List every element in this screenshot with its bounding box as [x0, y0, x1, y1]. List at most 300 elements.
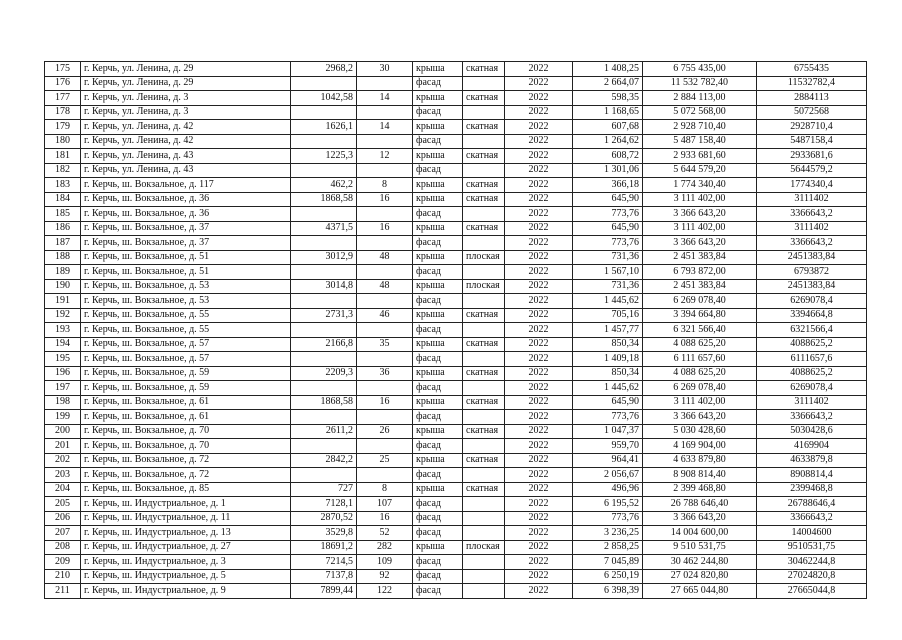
cell-unit-cost: 731,36 — [573, 250, 643, 265]
cell-year: 2022 — [505, 105, 573, 120]
cell-roof-type: скатная — [463, 337, 505, 352]
cell-year: 2022 — [505, 337, 573, 352]
cell-total-cost: 5 487 158,40 — [643, 134, 757, 149]
cell-element: фасад — [413, 163, 463, 178]
cell-address: г. Керчь, ул. Ленина, д. 29 — [81, 76, 291, 91]
table-row — [45, 555, 867, 570]
cell-apartments: 14 — [357, 91, 413, 106]
cell-address: г. Керчь, ш. Вокзальное, д. 57 — [81, 352, 291, 367]
table-row — [45, 149, 867, 164]
cell-year: 2022 — [505, 381, 573, 396]
cell-total-cost-raw: 2933681,6 — [757, 149, 867, 164]
cell-area: 2870,52 — [291, 511, 357, 526]
cell-area: 1868,58 — [291, 395, 357, 410]
cell-area — [291, 294, 357, 309]
cell-apartments: 46 — [357, 308, 413, 323]
cell-address: г. Керчь, ш. Индустриальное, д. 13 — [81, 526, 291, 541]
cell-unit-cost: 1 445,62 — [573, 381, 643, 396]
cell-year: 2022 — [505, 207, 573, 222]
table-row — [45, 511, 867, 526]
cell-total-cost-raw: 3111402 — [757, 221, 867, 236]
cell-total-cost: 3 111 402,00 — [643, 395, 757, 410]
cell-element: крыша — [413, 308, 463, 323]
table-body — [45, 62, 867, 599]
cell-apartments: 52 — [357, 526, 413, 541]
cell-apartments: 48 — [357, 250, 413, 265]
cell-roof-type: плоская — [463, 279, 505, 294]
cell-roof-type — [463, 569, 505, 584]
table-row — [45, 569, 867, 584]
cell-row-number: 205 — [45, 497, 81, 512]
cell-row-number: 211 — [45, 584, 81, 599]
cell-element: крыша — [413, 279, 463, 294]
cell-apartments — [357, 381, 413, 396]
cell-total-cost-raw: 3366643,2 — [757, 207, 867, 222]
cell-roof-type — [463, 134, 505, 149]
cell-roof-type: скатная — [463, 192, 505, 207]
cell-row-number: 210 — [45, 569, 81, 584]
cell-element: фасад — [413, 468, 463, 483]
cell-unit-cost: 959,70 — [573, 439, 643, 454]
cell-address: г. Керчь, ш. Вокзальное, д. 37 — [81, 221, 291, 236]
cell-area — [291, 439, 357, 454]
cell-apartments — [357, 468, 413, 483]
cell-unit-cost: 964,41 — [573, 453, 643, 468]
cell-element: крыша — [413, 337, 463, 352]
cell-unit-cost: 1 168,65 — [573, 105, 643, 120]
cell-address: г. Керчь, ш. Вокзальное, д. 59 — [81, 366, 291, 381]
cell-unit-cost: 731,36 — [573, 279, 643, 294]
cell-address: г. Керчь, ул. Ленина, д. 42 — [81, 120, 291, 135]
cell-total-cost: 4 169 904,00 — [643, 439, 757, 454]
cell-roof-type — [463, 207, 505, 222]
cell-unit-cost: 773,76 — [573, 511, 643, 526]
cell-apartments — [357, 352, 413, 367]
cell-apartments: 16 — [357, 395, 413, 410]
cell-element: фасад — [413, 497, 463, 512]
cell-unit-cost: 850,34 — [573, 337, 643, 352]
cell-year: 2022 — [505, 569, 573, 584]
cell-unit-cost: 645,90 — [573, 192, 643, 207]
cell-row-number: 199 — [45, 410, 81, 425]
cell-element: крыша — [413, 482, 463, 497]
cell-unit-cost: 496,96 — [573, 482, 643, 497]
cell-apartments: 48 — [357, 279, 413, 294]
table-row — [45, 308, 867, 323]
cell-row-number: 194 — [45, 337, 81, 352]
table-row — [45, 395, 867, 410]
table-row — [45, 540, 867, 555]
cell-apartments — [357, 163, 413, 178]
cell-total-cost: 3 111 402,00 — [643, 192, 757, 207]
table-row — [45, 410, 867, 425]
cell-row-number: 182 — [45, 163, 81, 178]
cell-row-number: 178 — [45, 105, 81, 120]
cell-apartments — [357, 265, 413, 280]
cell-address: г. Керчь, ш. Вокзальное, д. 72 — [81, 453, 291, 468]
cell-element: фасад — [413, 569, 463, 584]
cell-element: крыша — [413, 62, 463, 77]
cell-total-cost-raw: 3366643,2 — [757, 511, 867, 526]
table-row — [45, 279, 867, 294]
table-row — [45, 250, 867, 265]
cell-year: 2022 — [505, 134, 573, 149]
cell-total-cost-raw: 2884113 — [757, 91, 867, 106]
cell-row-number: 204 — [45, 482, 81, 497]
cell-element: фасад — [413, 236, 463, 251]
cell-roof-type: плоская — [463, 540, 505, 555]
cell-apartments: 8 — [357, 178, 413, 193]
cell-address: г. Керчь, ш. Вокзальное, д. 53 — [81, 279, 291, 294]
cell-area: 4371,5 — [291, 221, 357, 236]
cell-row-number: 203 — [45, 468, 81, 483]
cell-total-cost: 3 366 643,20 — [643, 410, 757, 425]
cell-year: 2022 — [505, 294, 573, 309]
cell-address: г. Керчь, ш. Индустриальное, д. 5 — [81, 569, 291, 584]
cell-unit-cost: 7 045,89 — [573, 555, 643, 570]
cell-total-cost-raw: 3394664,8 — [757, 308, 867, 323]
cell-element: крыша — [413, 221, 463, 236]
cell-year: 2022 — [505, 439, 573, 454]
cell-area — [291, 163, 357, 178]
cell-element: фасад — [413, 76, 463, 91]
cell-year: 2022 — [505, 366, 573, 381]
cell-address: г. Керчь, ш. Вокзальное, д. 117 — [81, 178, 291, 193]
cell-roof-type — [463, 265, 505, 280]
cell-total-cost-raw: 2928710,4 — [757, 120, 867, 135]
cell-apartments — [357, 294, 413, 309]
cell-address: г. Керчь, ш. Вокзальное, д. 36 — [81, 192, 291, 207]
cell-element: фасад — [413, 105, 463, 120]
cell-area: 7137,8 — [291, 569, 357, 584]
cell-address: г. Керчь, ш. Вокзальное, д. 55 — [81, 323, 291, 338]
cell-roof-type — [463, 526, 505, 541]
cell-address: г. Керчь, ш. Вокзальное, д. 85 — [81, 482, 291, 497]
cell-area: 3529,8 — [291, 526, 357, 541]
cell-address: г. Керчь, ш. Индустриальное, д. 11 — [81, 511, 291, 526]
cell-apartments: 109 — [357, 555, 413, 570]
cell-year: 2022 — [505, 395, 573, 410]
cell-row-number: 177 — [45, 91, 81, 106]
cell-area: 7214,5 — [291, 555, 357, 570]
cell-address: г. Керчь, ш. Индустриальное, д. 27 — [81, 540, 291, 555]
cell-year: 2022 — [505, 91, 573, 106]
cell-element: крыша — [413, 395, 463, 410]
cell-address: г. Керчь, ш. Индустриальное, д. 9 — [81, 584, 291, 599]
table-row — [45, 366, 867, 381]
cell-total-cost: 1 774 340,40 — [643, 178, 757, 193]
cell-apartments: 282 — [357, 540, 413, 555]
cell-row-number: 206 — [45, 511, 81, 526]
cell-total-cost: 2 451 383,84 — [643, 279, 757, 294]
cell-total-cost: 4 088 625,20 — [643, 366, 757, 381]
cell-unit-cost: 1 047,37 — [573, 424, 643, 439]
cell-roof-type — [463, 410, 505, 425]
cell-total-cost: 3 366 643,20 — [643, 511, 757, 526]
cell-row-number: 193 — [45, 323, 81, 338]
cell-element: крыша — [413, 120, 463, 135]
cell-apartments: 30 — [357, 62, 413, 77]
cell-element: крыша — [413, 192, 463, 207]
cell-year: 2022 — [505, 482, 573, 497]
cell-year: 2022 — [505, 323, 573, 338]
cell-total-cost: 4 633 879,80 — [643, 453, 757, 468]
cell-area: 2731,3 — [291, 308, 357, 323]
cell-apartments — [357, 207, 413, 222]
cell-element: фасад — [413, 381, 463, 396]
cell-row-number: 187 — [45, 236, 81, 251]
cell-area — [291, 105, 357, 120]
cell-roof-type: скатная — [463, 149, 505, 164]
cell-area: 727 — [291, 482, 357, 497]
cell-area: 2842,2 — [291, 453, 357, 468]
cell-total-cost: 5 644 579,20 — [643, 163, 757, 178]
cell-apartments: 16 — [357, 221, 413, 236]
table-row — [45, 62, 867, 77]
cell-element: фасад — [413, 555, 463, 570]
cell-year: 2022 — [505, 526, 573, 541]
cell-year: 2022 — [505, 192, 573, 207]
cell-roof-type — [463, 497, 505, 512]
cell-unit-cost: 645,90 — [573, 221, 643, 236]
cell-total-cost-raw: 6269078,4 — [757, 294, 867, 309]
cell-address: г. Керчь, ш. Вокзальное, д. 61 — [81, 395, 291, 410]
cell-address: г. Керчь, ш. Вокзальное, д. 53 — [81, 294, 291, 309]
cell-unit-cost: 3 236,25 — [573, 526, 643, 541]
cell-roof-type: скатная — [463, 62, 505, 77]
table-row — [45, 178, 867, 193]
cell-total-cost: 6 321 566,40 — [643, 323, 757, 338]
cell-apartments: 8 — [357, 482, 413, 497]
cell-total-cost-raw: 3366643,2 — [757, 236, 867, 251]
cell-total-cost: 2 451 383,84 — [643, 250, 757, 265]
cell-year: 2022 — [505, 352, 573, 367]
cell-roof-type — [463, 352, 505, 367]
table-row — [45, 439, 867, 454]
cell-row-number: 180 — [45, 134, 81, 149]
cell-unit-cost: 6 195,52 — [573, 497, 643, 512]
cell-total-cost-raw: 6269078,4 — [757, 381, 867, 396]
table-row — [45, 105, 867, 120]
cell-apartments: 36 — [357, 366, 413, 381]
cell-roof-type: скатная — [463, 366, 505, 381]
table-row — [45, 453, 867, 468]
table-row — [45, 192, 867, 207]
cell-total-cost: 30 462 244,80 — [643, 555, 757, 570]
cell-element: фасад — [413, 323, 463, 338]
cell-total-cost-raw: 5487158,4 — [757, 134, 867, 149]
cell-total-cost: 14 004 600,00 — [643, 526, 757, 541]
cell-unit-cost: 6 250,19 — [573, 569, 643, 584]
cell-year: 2022 — [505, 265, 573, 280]
cell-area: 3014,8 — [291, 279, 357, 294]
cell-total-cost: 27 665 044,80 — [643, 584, 757, 599]
table-row — [45, 323, 867, 338]
cell-roof-type: плоская — [463, 250, 505, 265]
cell-total-cost-raw: 2399468,8 — [757, 482, 867, 497]
table-row — [45, 207, 867, 222]
cell-area — [291, 134, 357, 149]
cell-row-number: 195 — [45, 352, 81, 367]
cell-apartments: 14 — [357, 120, 413, 135]
repair-schedule-table — [44, 61, 867, 599]
cell-area — [291, 207, 357, 222]
table-row — [45, 526, 867, 541]
cell-area: 2166,8 — [291, 337, 357, 352]
cell-row-number: 207 — [45, 526, 81, 541]
cell-element: крыша — [413, 424, 463, 439]
cell-total-cost-raw: 6111657,6 — [757, 352, 867, 367]
table-row — [45, 163, 867, 178]
cell-roof-type — [463, 555, 505, 570]
cell-total-cost: 8 908 814,40 — [643, 468, 757, 483]
cell-area — [291, 381, 357, 396]
cell-total-cost: 6 111 657,60 — [643, 352, 757, 367]
cell-roof-type: скатная — [463, 424, 505, 439]
cell-total-cost-raw: 6321566,4 — [757, 323, 867, 338]
cell-unit-cost: 705,16 — [573, 308, 643, 323]
cell-row-number: 197 — [45, 381, 81, 396]
cell-roof-type — [463, 76, 505, 91]
cell-element: фасад — [413, 439, 463, 454]
cell-year: 2022 — [505, 149, 573, 164]
cell-element: фасад — [413, 265, 463, 280]
cell-row-number: 185 — [45, 207, 81, 222]
cell-unit-cost: 1 409,18 — [573, 352, 643, 367]
cell-roof-type — [463, 511, 505, 526]
cell-element: фасад — [413, 352, 463, 367]
cell-total-cost-raw: 4088625,2 — [757, 366, 867, 381]
cell-row-number: 184 — [45, 192, 81, 207]
cell-unit-cost: 2 664,07 — [573, 76, 643, 91]
cell-unit-cost: 1 567,10 — [573, 265, 643, 280]
cell-unit-cost: 773,76 — [573, 410, 643, 425]
table-row — [45, 134, 867, 149]
cell-row-number: 191 — [45, 294, 81, 309]
cell-total-cost-raw: 14004600 — [757, 526, 867, 541]
cell-year: 2022 — [505, 221, 573, 236]
table-row — [45, 221, 867, 236]
table-row — [45, 468, 867, 483]
cell-element: фасад — [413, 410, 463, 425]
cell-address: г. Керчь, ул. Ленина, д. 3 — [81, 91, 291, 106]
cell-year: 2022 — [505, 279, 573, 294]
cell-address: г. Керчь, ш. Вокзальное, д. 36 — [81, 207, 291, 222]
table-row — [45, 352, 867, 367]
cell-address: г. Керчь, ш. Вокзальное, д. 51 — [81, 265, 291, 280]
cell-total-cost: 2 933 681,60 — [643, 149, 757, 164]
cell-element: крыша — [413, 149, 463, 164]
cell-row-number: 196 — [45, 366, 81, 381]
cell-total-cost: 6 269 078,40 — [643, 381, 757, 396]
cell-year: 2022 — [505, 250, 573, 265]
table-row — [45, 424, 867, 439]
cell-total-cost-raw: 4088625,2 — [757, 337, 867, 352]
cell-element: крыша — [413, 540, 463, 555]
cell-apartments: 12 — [357, 149, 413, 164]
cell-roof-type — [463, 468, 505, 483]
cell-roof-type — [463, 439, 505, 454]
cell-area: 1868,58 — [291, 192, 357, 207]
cell-unit-cost: 1 264,62 — [573, 134, 643, 149]
cell-unit-cost: 607,68 — [573, 120, 643, 135]
cell-total-cost: 5 030 428,60 — [643, 424, 757, 439]
cell-area: 1042,58 — [291, 91, 357, 106]
cell-total-cost: 2 399 468,80 — [643, 482, 757, 497]
cell-area: 2611,2 — [291, 424, 357, 439]
table-row — [45, 265, 867, 280]
cell-row-number: 192 — [45, 308, 81, 323]
cell-total-cost: 27 024 820,80 — [643, 569, 757, 584]
cell-row-number: 189 — [45, 265, 81, 280]
cell-year: 2022 — [505, 120, 573, 135]
cell-year: 2022 — [505, 453, 573, 468]
cell-roof-type: скатная — [463, 221, 505, 236]
cell-roof-type — [463, 584, 505, 599]
cell-total-cost: 6 269 078,40 — [643, 294, 757, 309]
cell-total-cost-raw: 3111402 — [757, 395, 867, 410]
cell-element: фасад — [413, 526, 463, 541]
cell-area — [291, 323, 357, 338]
cell-area: 2968,2 — [291, 62, 357, 77]
cell-area — [291, 265, 357, 280]
cell-unit-cost: 645,90 — [573, 395, 643, 410]
cell-apartments — [357, 134, 413, 149]
cell-total-cost: 3 111 402,00 — [643, 221, 757, 236]
cell-element: фасад — [413, 294, 463, 309]
cell-apartments — [357, 105, 413, 120]
cell-row-number: 201 — [45, 439, 81, 454]
cell-roof-type: скатная — [463, 120, 505, 135]
cell-apartments: 16 — [357, 192, 413, 207]
cell-roof-type — [463, 294, 505, 309]
cell-row-number: 198 — [45, 395, 81, 410]
cell-address: г. Керчь, ш. Вокзальное, д. 72 — [81, 468, 291, 483]
cell-address: г. Керчь, ш. Вокзальное, д. 70 — [81, 424, 291, 439]
cell-element: крыша — [413, 366, 463, 381]
cell-unit-cost: 1 457,77 — [573, 323, 643, 338]
cell-apartments: 16 — [357, 511, 413, 526]
cell-total-cost: 11 532 782,40 — [643, 76, 757, 91]
cell-roof-type — [463, 163, 505, 178]
cell-area — [291, 410, 357, 425]
cell-roof-type: скатная — [463, 308, 505, 323]
cell-area: 3012,9 — [291, 250, 357, 265]
cell-address: г. Керчь, ш. Вокзальное, д. 59 — [81, 381, 291, 396]
cell-total-cost-raw: 30462244,8 — [757, 555, 867, 570]
cell-total-cost: 4 088 625,20 — [643, 337, 757, 352]
cell-total-cost-raw: 3111402 — [757, 192, 867, 207]
cell-total-cost-raw: 6793872 — [757, 265, 867, 280]
cell-total-cost-raw: 4633879,8 — [757, 453, 867, 468]
cell-element: фасад — [413, 511, 463, 526]
cell-year: 2022 — [505, 308, 573, 323]
cell-element: крыша — [413, 91, 463, 106]
cell-address: г. Керчь, ш. Вокзальное, д. 61 — [81, 410, 291, 425]
cell-area — [291, 236, 357, 251]
cell-apartments: 25 — [357, 453, 413, 468]
cell-row-number: 181 — [45, 149, 81, 164]
table-row — [45, 337, 867, 352]
cell-row-number: 176 — [45, 76, 81, 91]
table-row — [45, 120, 867, 135]
table-row — [45, 381, 867, 396]
cell-row-number: 190 — [45, 279, 81, 294]
cell-area — [291, 468, 357, 483]
cell-address: г. Керчь, ш. Индустриальное, д. 1 — [81, 497, 291, 512]
cell-apartments — [357, 410, 413, 425]
table-row — [45, 294, 867, 309]
